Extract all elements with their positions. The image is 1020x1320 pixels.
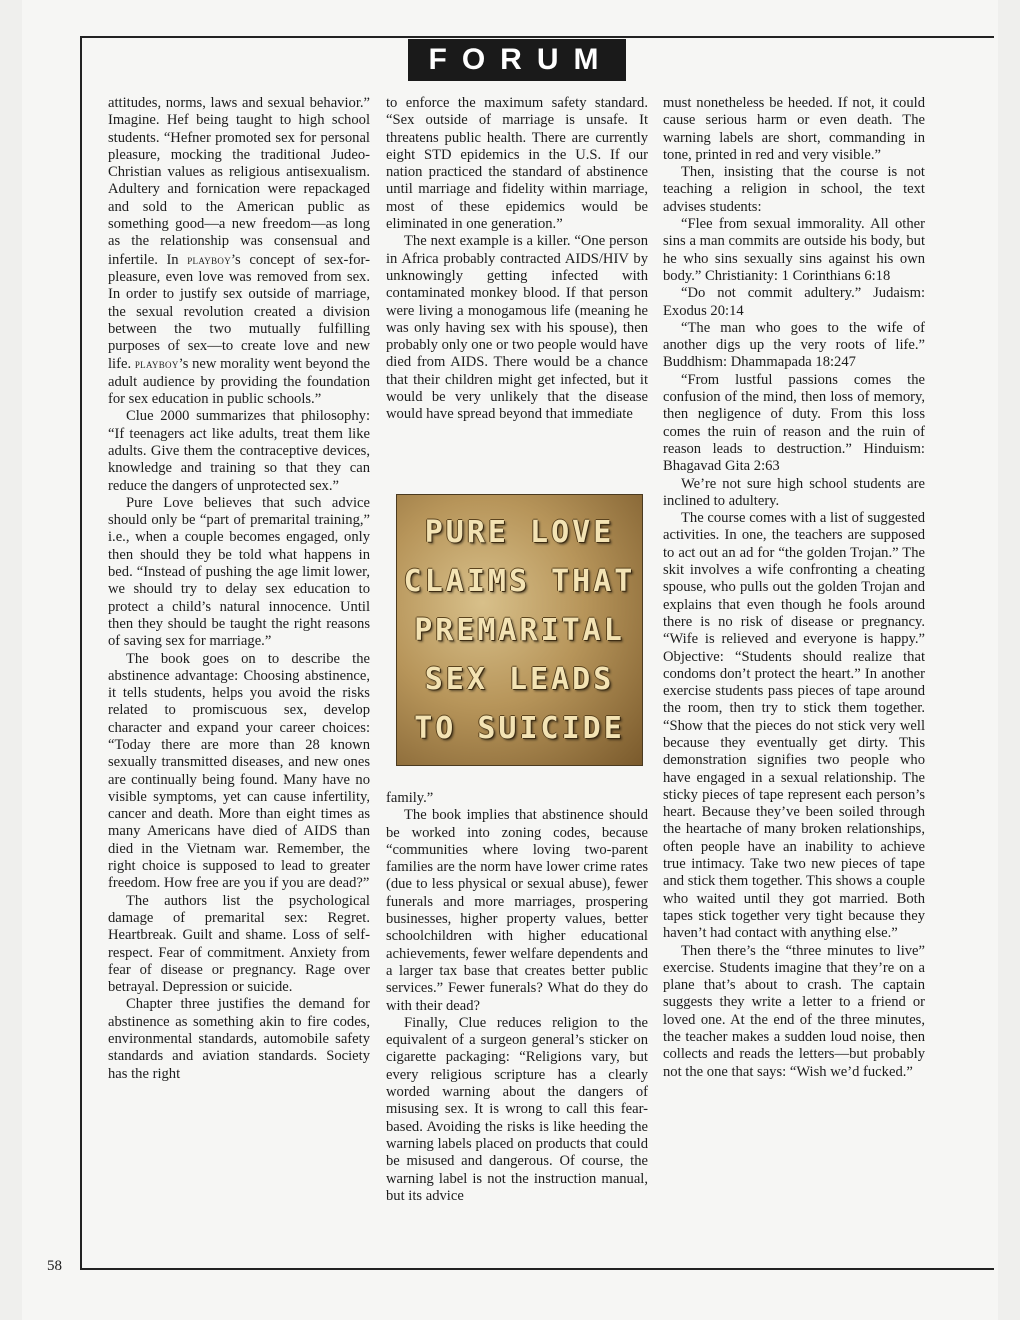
- page-number: 58: [47, 1258, 62, 1274]
- paragraph: The book implies that abstinence should be worked into zoning codes, because “communities where loving two-parent families are the norm have lower crime rates (due to less physical or sexual abuse), fewer funerals and more marriages, prospering businesses, higher property values, better schoolchildren with higher educational achievements, fewer welfare dependents and a larger tax base that creates better public services.” Fewer funerals? What do they do with their dead?: [386, 807, 648, 1014]
- paragraph: family.”: [386, 790, 434, 806]
- paragraph: must nonetheless be heeded. If not, it could cause serious harm or even death. The warning labels are short, commanding in tone, printed in red and very visible.”: [663, 95, 925, 163]
- paragraph: The course comes with a list of suggested activities. In one, the teachers are supposed to act out an ad for “the golden Trojan.” The skit involves a wife confronting a cheating spouse, who pulls out the golden Trojan and explains that even though he fools around there is no risk of disease or pregnancy. “Wife is relieved and everyone is happy.” Objective: “Students should realize that condoms don’t protect the heart.” In another exercise students pass pieces of tape around the room, then try to stick them together. “Show that the pieces do not stick very well because they eventually get dirty. This demonstration signifies two people who have engaged in a sexual relationship. The sticky pieces of tape represent each person’s heart. Because they’ve been soiled through the heartache of many broken relationships, often people have an inability to achieve true intimacy. Take two new pieces of tape and stick them together. This shows a couple who waited until they got married. Both tapes stick together very tight because they haven’t had contact with anything else.”: [663, 510, 925, 942]
- pullquote-box: [396, 494, 643, 766]
- paragraph: Chapter three justifies the demand for abstinence as something akin to fire codes, environmental standards, automobile safety standards and aviation standards. Society has the right: [108, 996, 370, 1082]
- paragraph: Then, insisting that the course is not teaching a religion in school, the text advises students:: [663, 164, 925, 215]
- paragraph: We’re not sure high school students are inclined to adultery.: [663, 475, 925, 509]
- column-2-top: [386, 95, 648, 424]
- column-3: [663, 95, 925, 1081]
- paragraph: to enforce the maximum safety standard. “Sex outside of marriage is unsafe. It threatens public health. There are currently eight STD epidemics in the U.S. If our nation practiced the standard of abstinence until marriage and fidelity within marriage, most of these epidemics would be eliminated in one generation.”: [386, 95, 648, 233]
- magazine-name: playboy: [134, 356, 179, 372]
- pullquote-line: PREMARITAL: [414, 612, 625, 648]
- paragraph: “Do not commit adultery.” Judaism: Exodus 20:14: [663, 285, 925, 319]
- pullquote-line: CLAIMS THAT: [403, 563, 636, 599]
- paragraph: “The man who goes to the wife of another digs up the very roots of life.” Buddhism: Dhammapada 18:247: [663, 319, 925, 371]
- column-2-bottom: [386, 790, 648, 1205]
- paragraph: “From lustful passions comes the confusion of the mind, then loss of memory, then negligence of duty. From this loss comes the ruin of reason and the ruin of reason leads to destruction.” Hinduism: Bhagavad Gita 2:63: [663, 371, 925, 475]
- paragraph: The next example is a killer. “One person in Africa probably contracted AIDS/HIV by unknowingly getting infected with contaminated monkey blood. If that person were living a monogamous life (meaning he was only having sex with his spouse), then probably only one or two people would have died from AIDS. There would be a chance that their children might get infected, but it would be very unlikely that the disease would have spread beyond that immediate: [386, 233, 648, 423]
- section-header-forum: FORUM: [408, 39, 626, 81]
- paragraph: The authors list the psychological damage of premarital sex: Regret. Heartbreak. Guilt and shame. Loss of self-respect. Fear of commitment. Anxiety from fear of disease or pregnancy. Rage over betrayal. Depression or suicide.: [108, 892, 370, 996]
- magazine-name: playboy: [187, 251, 231, 267]
- paragraph: Finally, Clue reduces religion to the equivalent of a surgeon general’s sticker on cigarette packaging: “Religions vary, but every religious scripture has a clearly worded warning about the dangers of misusing sex. It is wrong to call this fear-based. Avoiding the risks is like heeding the warning labels placed on products that could be misused and dangerous. Of course, the warning label is not the instruction manual, but its advice: [386, 1014, 648, 1204]
- pullquote-line: SEX LEADS: [424, 661, 615, 697]
- paragraph: “Flee from sexual immorality. All other sins a man commits are outside his body, but he who sins sexually sins against his own body.” Christianity: 1 Corinthians 6:18: [663, 216, 925, 284]
- paragraph: attitudes, norms, laws and sexual behavior.” Imagine. Hef being taught to high school students. “Hefner promoted sex for personal pleasure, mocking the traditional Judeo-Christian values as religious antisexualism. Adultery and fornication were repackaged and sold to the American public as something good—a new freedom—as long as the relationship was consensual and infertile. In playboy’s concept of sex-for-pleasure, even love was removed from sex. In order to justify sex outside of marriage, the sexual revolution created a division between the two mutually fulfilling purposes of sex—to create love and new life. playboy’s new morality went beyond the adult audience by providing the foundation for sex education in public schools.”: [108, 95, 370, 408]
- paragraph: Pure Love believes that such advice should only be “part of premarital training,” i.e., when a couple becomes engaged, only then should they be told what happens in bed. “Instead of pushing the age limit lower, we should try to delay sex education to protect a child’s natural innocence. Until then they should be taught the right reasons of saving sex for marriage.”: [108, 494, 370, 650]
- paragraph: Then there’s the “three minutes to live” exercise. Students imagine that they’re on a plane that’s about to crash. The captain suggests they write a letter to a friend or loved one. At the end of the three minutes, the teacher makes a sudden loud noise, then collects and reads the letters—but probably not the one that says: “Wish we’d fucked.”: [663, 942, 925, 1080]
- paragraph: Clue 2000 summarizes that philosophy: “If teenagers act like adults, treat them like adults. Give them the contraceptive devices, knowledge and training so that they can reduce the dangers of unprotected sex.”: [108, 408, 370, 494]
- pullquote-line: TO SUICIDE: [414, 710, 625, 746]
- column-1: [108, 95, 370, 1083]
- paragraph: The book goes on to describe the abstinence advantage: Choosing abstinence, it tells students, helps you avoid the risks related to promiscuous sex, develop character and expand your career choices: “Today there are more than 28 known sexually transmitted diseases, and new ones are continually being found. Many have no visible symptoms, yet can cause infertility, cancer and death. More than eight times as many Americans have died of AIDS than died in the Vietnam war. Remember, the right choice is supposed to lead to greater freedom. How free are you if you are dead?”: [108, 650, 370, 892]
- pullquote-line: PURE LOVE: [424, 514, 615, 550]
